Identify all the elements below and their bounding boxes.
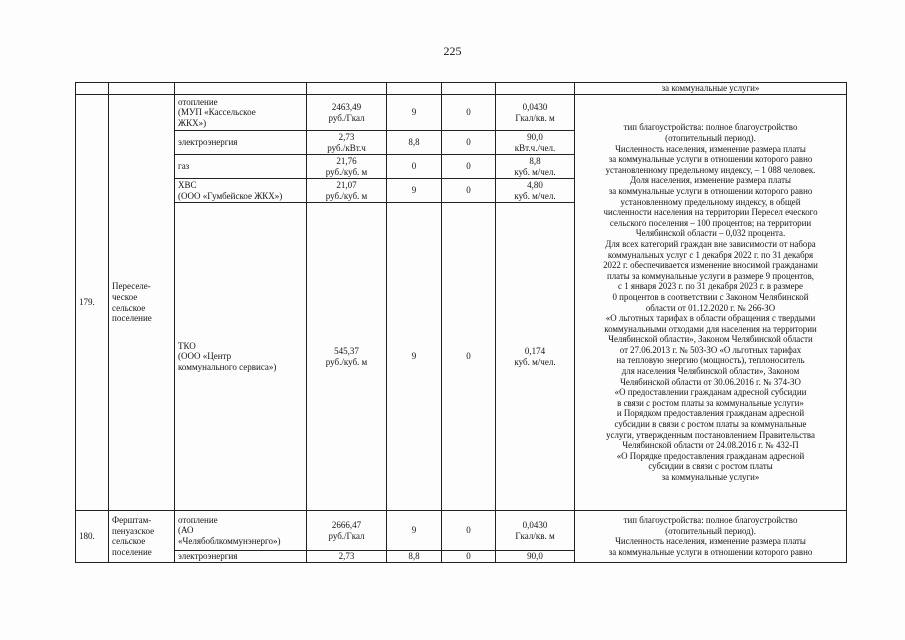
- index-value: 9: [387, 203, 442, 511]
- description-cell: тип благоустройства: полное благоустройство (отопительный период). Численность населения, изменение размера платы за коммунальные услуги в отношении которого равно: [575, 511, 847, 563]
- volume-value: 4,80 куб. м/чел.: [496, 179, 575, 203]
- tariff-table: [75, 82, 847, 563]
- cell-empty: [76, 83, 109, 95]
- settlement-name: Переселе- ческое сельское поселение: [109, 95, 175, 511]
- volume-value: 0,0430 Гкал/кв. м: [496, 95, 575, 131]
- volume-value: 0,174 куб. м/чел.: [496, 203, 575, 511]
- index-value: 9: [387, 95, 442, 131]
- service-name: отопление (МУП «Кассельское ЖКХ»): [175, 95, 307, 131]
- description-cell: тип благоустройства: полное благоустройство (отопительный период). Численность населения, изменение размера платы за коммунальные услуги в отношении которого равно установленному предельному индексу, – 1 088 человек. Доля населения, изменение размера платы за коммунальные услуги в отношении которого равно установленному предельному индексу, в общей численности населения на территории Пересел еческого сельского поселения – 100 процентов; на территории Челябинской области – 0,032 процента. Для всех категорий граждан вне зависимости от набора коммунальных услуг с 1 декабря 2022 г. по 31 декабря 2022 г. обеспечивается изменение вносимой гражданами платы за коммунальные услуги в размере 9 процентов, с 1 января 2023 г. по 31 декабря 2023 г. в размере 0 процентов в соответствии с Законом Челябинской области от 01.12.2020 г. № 266-ЗО «О льготных тарифах в области обращения с твердыми коммунальными отходами для населения на территории Челябинской области», Законом Челябинской области от 27.06.2013 г. № 503-ЗО «О льготных тарифах на тепловую энергию (мощность), теплоноситель для населения Челябинской области», Законом Челябинской области от 30.06.2016 г. № 374-ЗО «О предоставлении гражданам адресной субсидии в связи с ростом платы за коммунальные услуги» и Порядком предоставления гражданам адресной субсидии в связи с ростом платы за коммунальные услуги, утвержденным постановлением Правительства Челябинской области от 24.08.2016 г. № 432-П «О Порядке предоставления гражданам адресной субсидии в связи с ростом платы за коммунальные услуги»: [575, 95, 847, 511]
- service-name: электроэнергия: [175, 551, 307, 563]
- change-value: 0: [442, 551, 496, 563]
- tariff-value: 2463,49 руб./Гкал: [307, 95, 387, 131]
- row-number: 180.: [76, 511, 109, 563]
- change-value: 0: [442, 511, 496, 551]
- continuation-row: [76, 83, 847, 95]
- cell-empty: [109, 83, 175, 95]
- index-value: 9: [387, 179, 442, 203]
- settlement-name: Ферштам- пенуазское сельское поселение: [109, 511, 175, 563]
- change-value: 0: [442, 131, 496, 155]
- change-value: 0: [442, 95, 496, 131]
- tariff-value: 2,73 руб./кВт.ч: [307, 131, 387, 155]
- index-value: 0: [387, 155, 442, 179]
- table-row: [76, 95, 847, 131]
- volume-value: 90,0 кВт.ч./чел.: [496, 131, 575, 155]
- tariff-value: 21,76 руб./куб. м: [307, 155, 387, 179]
- service-name: электроэнергия: [175, 131, 307, 155]
- volume-value: 8,8 куб. м/чел.: [496, 155, 575, 179]
- service-name: ХВС (ООО «Гумбейское ЖКХ»): [175, 179, 307, 203]
- change-value: 0: [442, 203, 496, 511]
- change-value: 0: [442, 155, 496, 179]
- page-number: 225: [443, 44, 462, 58]
- cell-empty: [496, 83, 575, 95]
- volume-value: 0,0430 Гкал/кв. м: [496, 511, 575, 551]
- description-cell: за коммунальные услуги»: [575, 83, 847, 95]
- index-value: 9: [387, 511, 442, 551]
- cell-empty: [387, 83, 442, 95]
- service-name: газ: [175, 155, 307, 179]
- index-value: 8,8: [387, 551, 442, 563]
- cell-empty: [307, 83, 387, 95]
- volume-value: 90,0: [496, 551, 575, 563]
- service-name: отопление (АО «Челябоблкоммунэнерго»): [175, 511, 307, 551]
- change-value: 0: [442, 179, 496, 203]
- tariff-value: 545,37 руб./куб. м: [307, 203, 387, 511]
- row-number: 179.: [76, 95, 109, 511]
- index-value: 8,8: [387, 131, 442, 155]
- tariff-value: 21,07 руб./куб. м: [307, 179, 387, 203]
- table-row: [76, 511, 847, 551]
- cell-empty: [175, 83, 307, 95]
- tariff-value: 2,73: [307, 551, 387, 563]
- service-name: ТКО (ООО «Центр коммунального сервиса»): [175, 203, 307, 511]
- tariff-value: 2666,47 руб./Гкал: [307, 511, 387, 551]
- cell-empty: [442, 83, 496, 95]
